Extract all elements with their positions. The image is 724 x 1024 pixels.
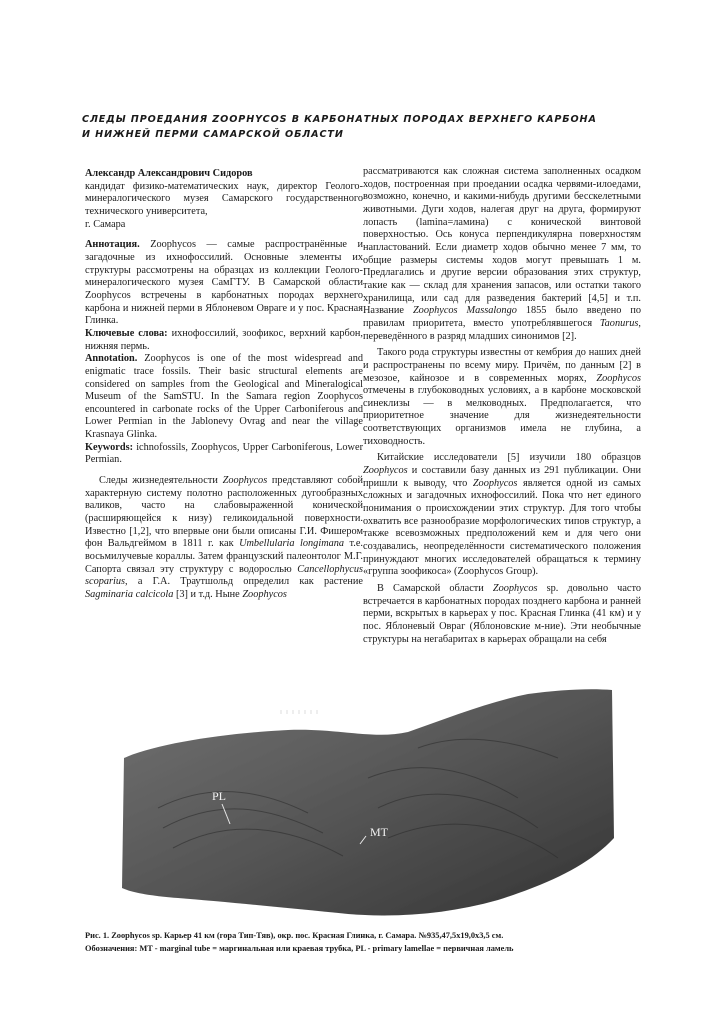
- taxon-name: Zoophycos: [492, 583, 538, 594]
- text-run: представляют собой характерную систему полотно расположенных дугообразных валиков, часто на слабовыраженной конической (расширяющейся к низу) геликоидальной поверхности. Известно [1,2], что впервые они были описаны Г.И. Фишером фон Вальдгеймом в 1811 г. как: [85, 475, 363, 550]
- body-paragraph-1: [85, 475, 363, 602]
- text-run: [3] и т.д. Ныне: [173, 589, 243, 600]
- taxon-name: Zoophycos: [363, 465, 408, 477]
- taxon-name: Cancellophycus scoparius: [85, 563, 363, 588]
- keywords-en: [85, 442, 363, 467]
- caption-line-2: Обозначения: MT - marginal tube = маргинальная или краевая трубка, PL - primary lamellae = первичная ламель: [85, 944, 514, 953]
- body-paragraph-3: [363, 452, 641, 579]
- author-city: г. Самара: [85, 218, 126, 230]
- text-run: т.е. восьмилучевые кораллы. Затем французский палеонтолог М.Г. Сапорта связал эту структуру с водорослью: [85, 538, 363, 575]
- text-run: рассматриваются как сложная система заполненных осадком ходов, построенная при проедании осадка червями-илоедами, возможно, конечно, и какими-нибудь другими бесскелетными животными. Дуги ходов, налегая друг на друга, формируют лопасть (lamina=ламина) с конической винтовой поверхностью. Ось конуса перпендикулярна поверхностям напластований. Если диаметр ходов обычно менее 7 мм, то общие размеры системы ходов могут превышать 1 м. Предлагались и другие версии образования этих структур, такие как — склад для хранения запасов, или остатки такого хранилища, или сад для разведения бактерий [4,5] и т.п. Название: [363, 166, 641, 317]
- taxon-name: Zoophycos: [222, 475, 268, 487]
- taxon-name: Taonurus: [599, 317, 639, 329]
- keywords-ru: [85, 328, 363, 353]
- abstract-ru-text: Zoophycos — самые распространённые и загадочные из ихнофоссилий. Основные элементы их структуры рассмотрены на образцах из коллекции Геолого-минералогического музея СамГТУ. В Самарской области Zoophycos встречены в карбонатных породах верхнего карбона и нижней перми в Яблоневом Овраге и у пос. Красная Глинка.: [85, 239, 363, 327]
- text-run: является одной из самых сложных и загадочных ихнофоссилий. Пока что нет единого понимания о происхождении этих структур. Для того чтобы охватить все разнообразие морфологических типов структур, а также всевозможных предположений кем и для чего они создавались, неопределённости систематического положения принуждают многих исследователей обращаться к термину «группа зоофикоса» (Zoophycos Group).: [363, 477, 642, 578]
- text-run: Такого рода структуры известны от кембрия до наших дней и распространены по всему миру. Причём, по данным [2] в мезозое, кайнозое и в современных морях,: [363, 347, 641, 384]
- text-run: отмечены в глубоководных условиях, а в карбоне московской синеклизы — в мелководных. Предполагается, что приоритетное значение для жизнедеятельности соответствующих организмов имела не глубина, а тиховодность.: [363, 385, 641, 447]
- abstract-en: [85, 353, 363, 442]
- keywords-ru-text: ихнофоссилий, зоофикос, верхний карбон, нижняя пермь.: [85, 327, 363, 352]
- body-paragraph-2: [363, 347, 641, 448]
- text-run: и составили базу данных из 291 публикации. Они пришли к выводу, что: [363, 465, 641, 489]
- keywords-en-label: Keywords:: [85, 441, 134, 453]
- abstract-en-text: Zoophycos is one of the most widespread and enigmatic trace fossils. Their basic structural elements are considered on samples from the Geological and Mineralogical Museum of the SamSTU. In the Samara region Zoophycos encountered in carbonate rocks of the Upper Carboniferous and Lower Permian in the Jablonevy Ovrag and near the village Krasnaya Glinka.: [85, 353, 363, 441]
- text-run: В Самарской области: [377, 583, 493, 594]
- keywords-ru-label: Ключевые слова:: [85, 327, 168, 339]
- keywords-en-text: ichnofossils, Zoophycos, Upper Carboniferous, Lower Permian.: [85, 441, 363, 466]
- right-column: [363, 166, 641, 646]
- taxon-name: Zoophycos: [472, 477, 518, 489]
- article-title: [82, 112, 642, 142]
- label-mt: MT: [370, 825, 388, 839]
- title-line-1: СЛЕДЫ ПРОЕДАНИЯ ZOOPHYCOS В КАРБОНАТНЫХ ПОРОДАХ ВЕРХНЕГО КАРБОНА: [82, 114, 597, 125]
- taxon-name: Umbellularia longimana: [239, 538, 345, 550]
- label-pl: PL: [212, 789, 227, 803]
- body-paragraph-4: [363, 583, 641, 646]
- figure-caption: [85, 929, 665, 955]
- text-run: Следы жизнедеятельности: [99, 475, 223, 487]
- author-name: Александр Александрович Сидоров: [85, 168, 253, 179]
- text-run: Китайские исследователи [5] изучили 180 образцов: [377, 452, 641, 464]
- abstract-en-label: Annotation.: [85, 353, 138, 365]
- author-affiliation: кандидат физико-математических наук, директор Геолого-минералогического музея Самарского государственного технического университета,: [85, 180, 363, 217]
- text-run: , а Г.А. Траутшольд определил как растение: [125, 576, 363, 588]
- taxon-name: Sagminaria calcicola: [85, 589, 174, 600]
- fossil-slab: [122, 689, 614, 915]
- taxon-name: Zoophycos: [596, 372, 641, 384]
- left-column: [85, 168, 363, 602]
- text-run: 1855 было введено по правилам приоритета, вместо употреблявшегося: [363, 305, 641, 329]
- abstract-ru-label: Аннотация.: [85, 239, 140, 251]
- text-run: sp. довольно часто встречается в карбонатных породах позднего карбона и ранней перми, вскрытых в карьерах у пос. Красная Глинка (41 км) и у пос. Яблоневый Овраг (Яблоновские м-ние). Эти необычные структуры на негабаритах в карьерах обращали на себя: [363, 583, 642, 645]
- caption-line-1: Рис. 1. Zoophycos sp. Карьер 41 км (гора Тип-Тяв), окр. пос. Красная Глинка, г. Самара. №935,47,5х19,0х3,5 см.: [85, 931, 504, 940]
- fossil-photo: [118, 688, 614, 920]
- abstract-ru: [85, 239, 363, 328]
- taxon-name: Zoophycos Massalongo: [412, 305, 517, 317]
- text-run: , переведённого в разряд младших синонимов [2].: [363, 317, 641, 342]
- taxon-name: Zoophycos: [242, 589, 287, 600]
- body-paragraph-1-continued: [363, 166, 641, 343]
- title-line-2: И НИЖНЕЙ ПЕРМИ САМАРСКОЙ ОБЛАСТИ: [82, 129, 344, 140]
